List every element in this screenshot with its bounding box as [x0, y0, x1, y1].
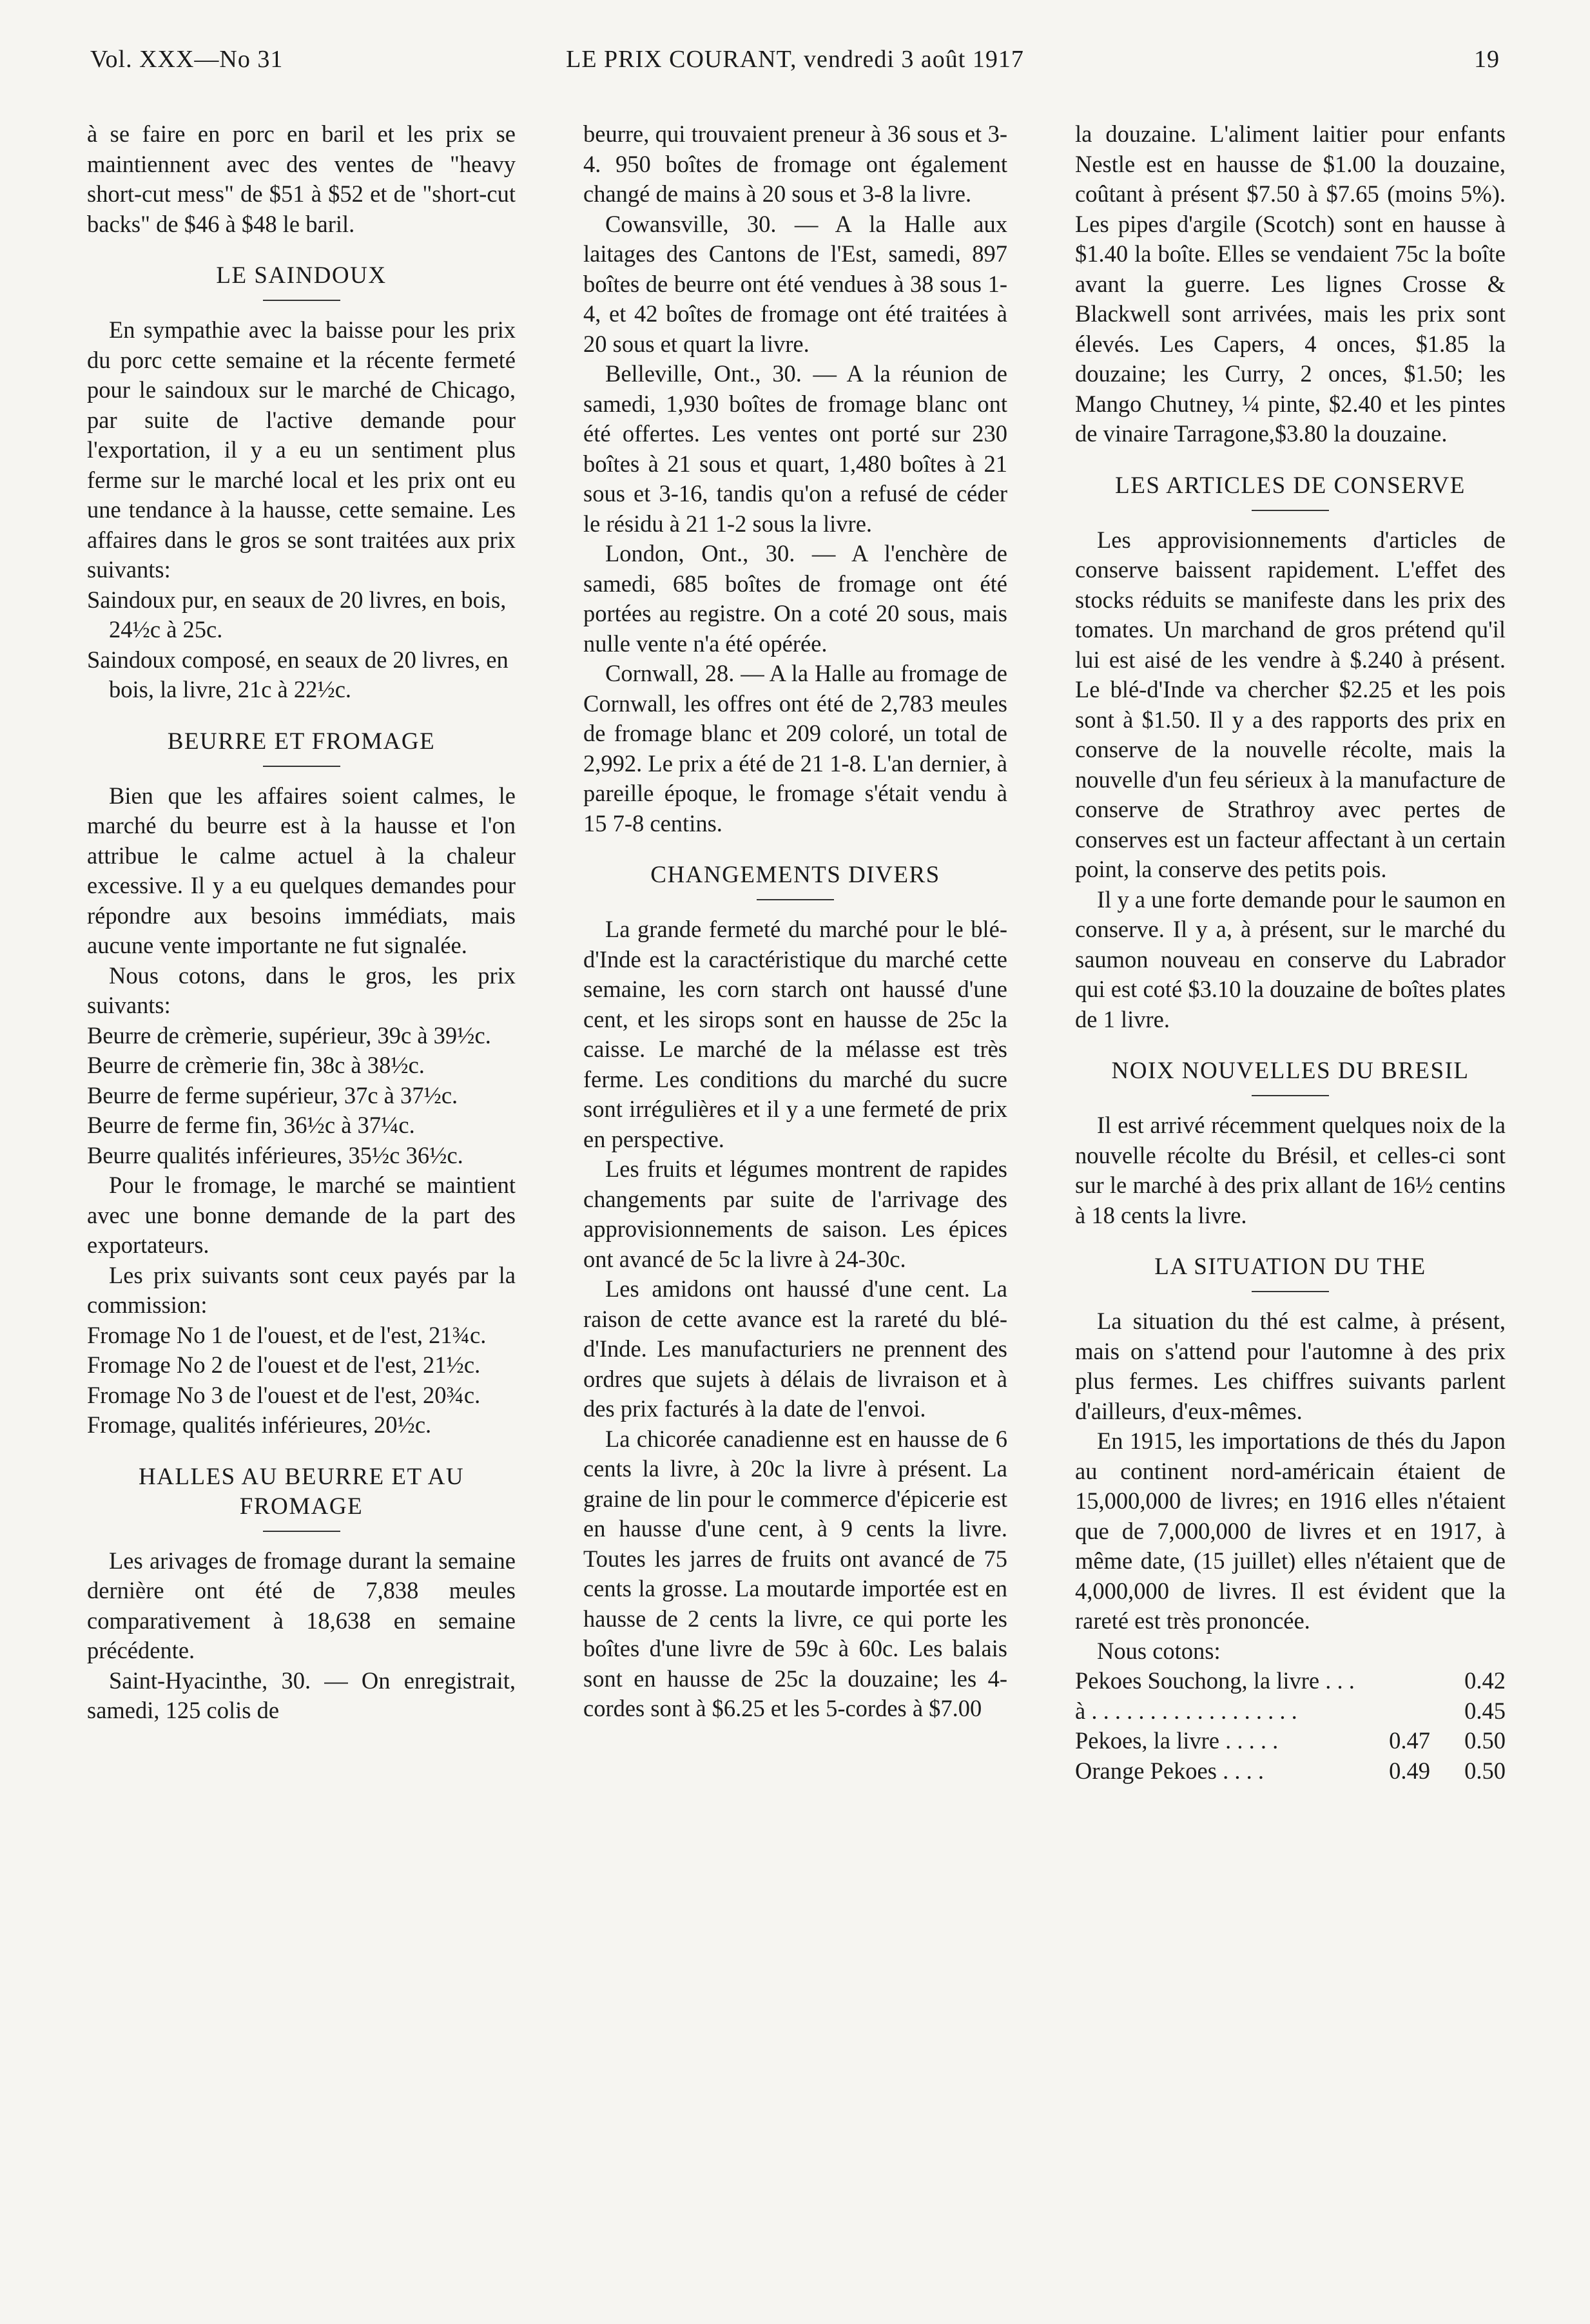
price-item: Beurre de ferme supérieur, 37c à 37½c.	[87, 1081, 458, 1109]
price-value: 0.42	[1464, 1667, 1506, 1694]
paragraph: Les amidons ont haussé d'une cent. La raison de cette avance est la rareté du blé-d'Inde. Les manufacturiers ne prennent des ordres que sujets à délais de livraison et à des prix facturés à la date de l'envoi.	[583, 1275, 1007, 1422]
paragraph: Pour le fromage, le marché se maintient avec une bonne demande de la part des exportateurs.	[87, 1172, 516, 1258]
paragraph: Nous cotons:	[1097, 1637, 1221, 1664]
heading-rule	[263, 300, 340, 301]
paragraph: Les arivages de fromage durant la semaine dernière ont été de 7,838 meules comparativement à 18,638 en semaine précédente.	[87, 1547, 516, 1663]
price-label: Orange Pekoes . . . .	[1075, 1757, 1264, 1784]
table-row	[1075, 1696, 1506, 1727]
column-3	[1075, 119, 1506, 2298]
heading-rule	[263, 1531, 340, 1532]
paragraph: En 1915, les importations de thés du Japon au continent nord-américain étaient de 15,000,000 de livres; en 1916 elles n'étaient que de 7,000,000 de livres et en 1917, à même date, (15 juillet) elles n'étaient que de 4,000,000 de livres. Il est évident que la rareté est très prononcée.	[1075, 1428, 1506, 1634]
paragraph: Saint-Hyacinthe, 30. — On enregistrait, samedi, 125 colis de	[87, 1667, 516, 1723]
page-header	[90, 45, 1500, 84]
table-row	[1075, 1666, 1506, 1696]
price-value	[1355, 1666, 1430, 1696]
price-item: Fromage No 2 de l'ouest et de l'est, 21½c.	[87, 1351, 481, 1378]
paragraph: Il y a une forte demande pour le saumon en conserve. Il y a, à présent, sur le marché du saumon nouveau en conserve du Labrador qui est coté $3.10 la douzaine de boîtes plates de 1 livre.	[1075, 886, 1506, 1032]
section-heading: CHANGEMENTS DIVERS	[650, 862, 940, 888]
tea-price-table	[1075, 1666, 1506, 1786]
price-item: Fromage No 3 de l'ouest et de l'est, 20¾c.	[87, 1381, 481, 1408]
price-value: 0.45	[1464, 1697, 1506, 1724]
page-number: 19	[1474, 46, 1500, 73]
paragraph: Bien que les affaires soient calmes, le marché du beurre est à la hausse et l'on attribue le calme actuel à la chaleur excessive. Il y a eu quelques demandes pour répondre aux besoins immédiats, mais aucune vente importante ne fut signalée.	[87, 782, 516, 958]
price-label: à . . . . . . . . . . . . . . . . . .	[1075, 1697, 1297, 1724]
heading-rule	[1252, 1291, 1329, 1292]
section-heading: BEURRE ET FROMAGE	[167, 728, 436, 755]
section-heading: HALLES AU BEURRE ET AU FROMAGE	[138, 1463, 465, 1520]
price-value: 0.49	[1389, 1757, 1430, 1784]
heading-rule	[1252, 1095, 1329, 1096]
price-item: Saindoux pur, en seaux de 20 livres, en bois, 24½c à 25c.	[87, 586, 507, 643]
price-item: Beurre de ferme fin, 36½c à 37¼c.	[87, 1112, 415, 1138]
paragraph: Il est arrivé récemment quelques noix de la nouvelle récolte du Brésil, et celles-ci sont sur le marché à des prix allant de 16½ centins à 18 cents la livre.	[1075, 1112, 1506, 1228]
paragraph: London, Ont., 30. — A l'enchère de samedi, 685 boîtes de fromage ont été portées au registre. On a coté 20 sous, mais nulle vente n'a été opérée.	[583, 540, 1007, 657]
price-item: Fromage No 1 de l'ouest, et de l'est, 21¾c.	[87, 1321, 487, 1348]
paragraph: la douzaine. L'aliment laitier pour enfants Nestle est en hausse de $1.00 la douzaine, coûtant à présent $7.50 à $7.65 (moins 5%). Les pipes d'argile (Scotch) sont en hausse à $1.40 la boîte. Elles se vendaient 75c la boîte avant la guerre. Les lignes Crosse & Blackwell sont arrivées, mais les prix sont élevés. Les Capers, 4 onces, $1.85 la douzaine; les Curry, 2 onces, $1.50; les Mango Chutney, ¼ pinte, $2.40 et les pintes de vinaire Tarragone,$3.80 la douzaine.	[1075, 121, 1506, 447]
column-1	[87, 119, 516, 2298]
price-value: 0.50	[1464, 1727, 1506, 1754]
section-heading: LES ARTICLES DE CONSERVE	[1115, 472, 1466, 499]
price-item: Beurre de crèmerie, supérieur, 39c à 39½c.	[87, 1022, 491, 1049]
volume-number: Vol. XXX—No 31	[90, 46, 284, 73]
price-value	[1355, 1696, 1430, 1727]
paragraph: La situation du thé est calme, à présent, mais on s'attend pour l'automne à des prix plus fermes. Les chiffres suivants parlent d'ailleurs, d'eux-mêmes.	[1075, 1308, 1506, 1424]
column-2	[583, 119, 1007, 2298]
paragraph: Les approvisionnements d'articles de conserve baissent rapidement. L'effet des stocks réduits se manifeste dans les prix des tomates. Un marchand de gros prétend qu'il lui est aisé de les vendre à $.240 à présent. Le blé-d'Inde va chercher $2.25 et les pois sont à $1.50. Il y a des rapports des prix en conserve de la nouvelle récolte, mais la nouvelle d'un feu sérieux à la manufacture de conserve de Strathroy avec pertes de conserves est un facteur affectant à un certain point, la conserve des petits pois.	[1075, 526, 1506, 882]
paragraph: En sympathie avec la baisse pour les prix du porc cette semaine et la récente fermeté pour le saindoux sur le marché de Chicago, par suite de l'active demande pour l'exportation, il y a eu un sentiment plus ferme sur le marché local et les prix ont eu une tendance à la hausse, cette semaine. Les affaires dans le gros se sont traitées aux prix suivants:	[87, 316, 516, 583]
price-value: 0.50	[1464, 1757, 1506, 1784]
table-row	[1075, 1756, 1506, 1787]
paragraph: La grande fermeté du marché pour le blé-d'Inde est la caractéristique du marché cette semaine, les corn starch ont haussé d'une cent, et les sirops sont en hausse de 25c la caisse. Le marché de la mélasse est très ferme. Les conditions du marché du sucre sont irrégulières et il y a une fermeté de prix en perspective.	[583, 916, 1007, 1152]
price-item: Beurre de crèmerie fin, 38c à 38½c.	[87, 1052, 425, 1078]
paragraph: beurre, qui trouvaient preneur à 36 sous et 3-4. 950 boîtes de fromage ont également changé de mains à 20 sous et 3-8 la livre.	[583, 121, 1007, 207]
paragraph: Les prix suivants sont ceux payés par la commission:	[87, 1261, 516, 1318]
paragraph: Les fruits et légumes montrent de rapides changements par suite de l'arrivage des approvisionnements de saison. Les épices ont avancé de 5c la livre à 24-30c.	[583, 1156, 1007, 1272]
price-item: Saindoux composé, en seaux de 20 livres, en bois, la livre, 21c à 22½c.	[87, 646, 509, 702]
table-row	[1075, 1726, 1506, 1756]
section-heading: LE SAINDOUX	[216, 262, 387, 289]
paragraph: Cornwall, 28. — A la Halle au fromage de Cornwall, les offres ont été de 2,783 meules de fromage blanc et 209 coloré, un total de 2,992. Le prix a été de 21 1-8. L'an dernier, à pareille époque, le fromage s'était vendu à 15 7-8 centins.	[583, 660, 1007, 837]
price-label: Pekoes, la livre . . . . .	[1075, 1727, 1279, 1754]
paragraph: Nous cotons, dans le gros, les prix suivants:	[87, 962, 516, 1018]
paragraph: à se faire en porc en baril et les prix se maintiennent avec des ventes de "heavy short-cut mess" de $51 à $52 et de "short-cut backs" de $46 à $48 le baril.	[87, 121, 516, 237]
paragraph: Belleville, Ont., 30. — A la réunion de samedi, 1,930 boîtes de fromage blanc ont été offertes. Les ventes ont porté sur 230 boîtes à 21 sous et quart, 1,480 boîtes à 21 sous et 3-16, tandis qu'on a refusé de céder le résidu à 21 1-2 sous la livre.	[583, 360, 1007, 537]
price-label: Pekoes Souchong, la livre . . .	[1075, 1667, 1355, 1694]
heading-rule	[757, 899, 834, 900]
section-heading: NOIX NOUVELLES DU BRESIL	[1111, 1058, 1469, 1084]
heading-rule	[263, 766, 340, 767]
price-item: Beurre qualités inférieures, 35½c 36½c.	[87, 1141, 463, 1168]
heading-rule	[1252, 510, 1329, 511]
publication-title: LE PRIX COURANT, vendredi 3 août 1917	[566, 46, 1024, 73]
section-heading: LA SITUATION DU THE	[1154, 1254, 1426, 1280]
price-value: 0.47	[1389, 1727, 1430, 1754]
paragraph: La chicorée canadienne est en hausse de 6 cents la livre, à 20c la livre à présent. La graine de lin pour le commerce d'épicerie est en hausse d'une cent, à 9 cents la livre. Toutes les jarres de fruits ont avancé de 75 cents la grosse. La moutarde importée est en hausse de 2 cents la livre, ce qui porte les boîtes d'une livre de 59c à 60c. Les balais sont en hausse de 25c la douzaine; les 4-cordes sont à $6.25 et les 5-cordes à $7.00	[583, 1425, 1007, 1721]
paragraph: Cowansville, 30. — A la Halle aux laitages des Cantons de l'Est, samedi, 897 boîtes de beurre ont été vendues à 38 sous 1-4, et 42 boîtes de fromage ont été traitées à 20 sous et quart la livre.	[583, 210, 1007, 357]
price-item: Fromage, qualités inférieures, 20½c.	[87, 1411, 432, 1438]
